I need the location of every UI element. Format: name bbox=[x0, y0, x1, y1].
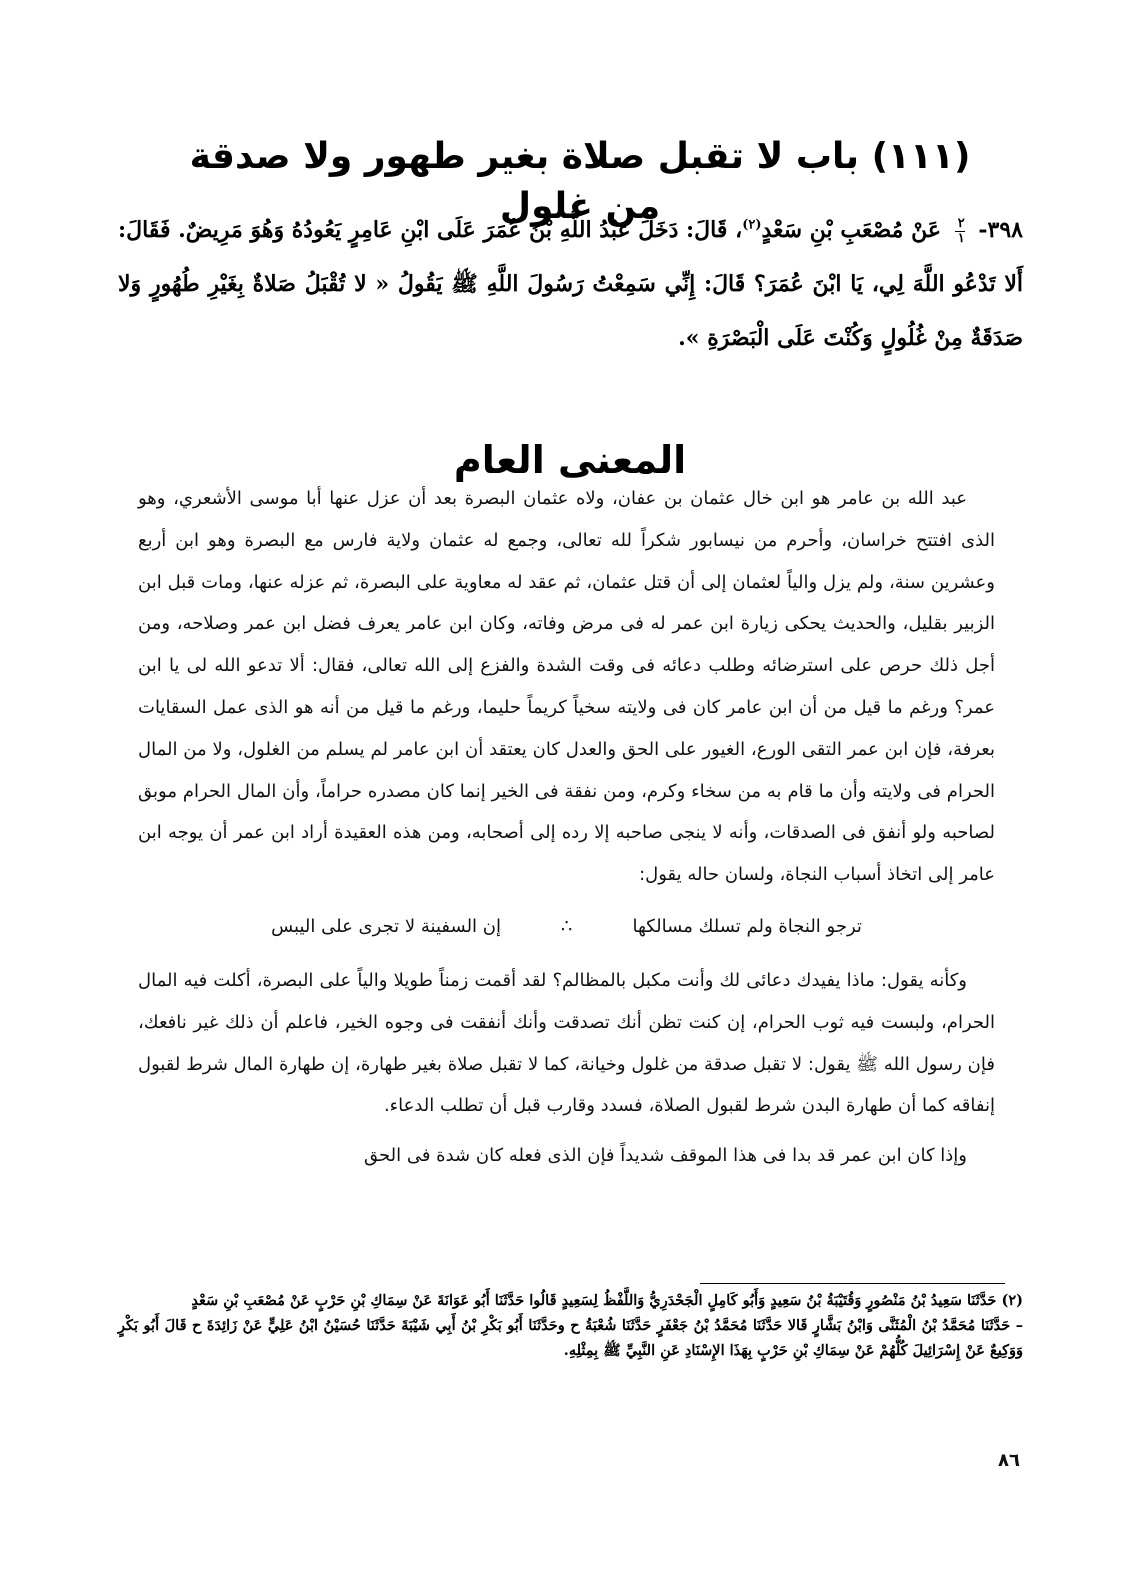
page-number: ٨٦ bbox=[998, 1450, 1020, 1471]
footnote-reference[interactable]: (٢) bbox=[742, 217, 762, 233]
commentary bbox=[138, 478, 995, 1177]
section-title: المعنى العام bbox=[453, 437, 687, 482]
footnote-item bbox=[118, 1288, 1023, 1313]
footnote-line-2: – حَدَّثَنَا مُحَمَّدُ بْنُ الْمُثَنَّى وَابْنُ بَشَّارٍ قَالا حَدَّثَنَا مُحَمَّدُ بْنُ جَعْفَرٍ حَدَّثَنَا شُعْبَةُ ح وحَدَّثَنَا أَبُو بَكْرِ بْنُ أَبِي شَيْبَةَ حَدَّثَنَا حُسَيْنُ ابْنُ عَلِيٍّ عَنْ زَائِدَةَ ح قَالَ أَبُو بَكْرٍ وَوَكِيعٌ عَنْ إِسْرَائِيلَ كُلُّهُمْ عَنْ سِمَاكِ بْنِ حَرْبٍ بِهَذَا الإِسْنَادِ عَنِ النَّبِيِّ ﷺ بِمِثْلِهِ. bbox=[118, 1317, 1023, 1359]
poetry-verse bbox=[138, 906, 995, 948]
commentary-paragraph: عبد الله بن عامر هو ابن خال عثمان بن عفان، ولاه عثمان البصرة بعد أن عزل عنها أبا موسى الأشعري، وهو الذى افتتح خراسان، وأحرم من نيسابور شكراً لله تعالى، وجمع له عثمان ولاية فارس مع البصرة وهو ابن أربع وعشرين سنة، ولم يزل والياً لعثمان إلى أن قتل عثمان، ثم عقد له معاوية على البصرة، ثم عزله عنها، ومات قبل ابن الزبير بقليل، والحديث يحكى زيارة ابن عمر له فى مرض وفاته، وكان ابن عامر يعرف فضل ابن عمر وصلاحه، ومن أجل ذلك حرص على استرضائه وطلب دعائه فى وقت الشدة والفزع إلى الله تعالى، فقال: ألا تدعو الله لى يا ابن عمر؟ ورغم ما قيل من أن ابن عامر كان فى ولايته سخياً كريماً حليما، ورغم ما قيل من أنه هو الذى عمل السقايات بعرفة، فإن ابن عمر التقى الورع، الغيور على الحق والعدل كان يعتقد أن ابن عامر لم يسلم من الغلول، ولا من المال الحرام فى ولايته وأن ما قام به من سخاء وكرم، ومن نفقة فى الخير إنما كان مصدره حراماً، وأن المال الحرام موبق لصاحبه ولو أنفق فى الصدقات، وأنه لا ينجى صاحبه إلا رده إلى أصحابه، ومن هذه العقيدة أراد ابن عمر أن يوجه ابن عامر إلى اتخاذ أسباب النجاة، ولسان حاله يقول: bbox=[138, 488, 995, 886]
fraction-bottom: ١ bbox=[957, 230, 965, 246]
hadith-fraction bbox=[955, 215, 965, 246]
footnote-divider bbox=[700, 1283, 1005, 1284]
verse-separator: ∴ bbox=[561, 915, 573, 937]
verse-hemistich-2: إن السفينة لا تجرى على اليبس bbox=[271, 915, 501, 937]
hadith-text bbox=[118, 203, 1023, 365]
hadith-number: ٣٩٨- bbox=[978, 217, 1023, 243]
paragraph-spacer bbox=[138, 1127, 995, 1135]
footnote-continuation bbox=[118, 1313, 1023, 1363]
verse-hemistich-1: ترجو النجاة ولم تسلك مسالكها bbox=[632, 915, 862, 937]
hadith-text-part-1: عَنْ مُصْعَبِ بْنِ سَعْدٍ bbox=[761, 217, 941, 243]
footnote-marker: (٢) bbox=[1001, 1292, 1023, 1309]
chapter-title: (١١١) باب لا تقبل صلاة بغير طهور ولا صدقة من غلول bbox=[189, 136, 971, 228]
footnote-line-1: حَدَّثَنَا سَعِيدُ بْنُ مَنْصُورٍ وَقُتَيْبَةُ بْنُ سَعِيدٍ وَأَبُو كَامِلٍ الْجَحْدَرِيُّ وَاللَّفْظُ لِسَعِيدٍ قَالُوا حَدَّثَنَا أَبُو عَوَانَةَ عَنْ سِمَاكِ بْنِ حَرْبٍ عَنْ مُصْعَبِ بْنِ سَعْدٍ bbox=[191, 1292, 997, 1309]
fraction-top: ٢ bbox=[957, 215, 965, 231]
commentary-paragraph: وكأنه يقول: ماذا يفيدك دعائى لك وأنت مكبل بالمظالم؟ لقد أقمت زمناً طويلا والياً على البصرة، أكلت فيه المال الحرام، ولبست فيه ثوب الحرام، إن كنت تظن أنك تصدقت وأنك أنفقت فى وجوه الخير، فاعلم أن ذلك غير نافعك، فإن رسول الله ﷺ يقول: لا تقبل صدقة من غلول وخيانة، كما لا تقبل صلاة بغير طهارة، إن طهارة المال شرط لقبول إنفاقه كما أن طهارة البدن شرط لقبول الصلاة، فسدد وقارب قبل أن تطلب الدعاء. bbox=[138, 969, 995, 1117]
hadith-text-part-2: ، قَالَ: دَخَلَ عَبْدُ اللَّهِ بْنُ عُمَرَ عَلَى ابْنِ عَامِرٍ يَعُودُهُ وَهُوَ مَرِيضٌ. فَقَالَ: أَلا تَدْعُو اللَّهَ لِي، يَا ابْنَ عُمَرَ؟ قَالَ: إِنِّي سَمِعْتُ رَسُولَ اللَّهِ ﷺ يَقُولُ « لا تُقْبَلُ صَلاةٌ بِغَيْرِ طُهُورٍ وَلا صَدَقَةٌ مِنْ غُلُولٍ وَكُنْتَ عَلَى الْبَصْرَةِ ». bbox=[118, 217, 1023, 351]
footnotes bbox=[118, 1288, 1023, 1363]
commentary-paragraph: وإذا كان ابن عمر قد بدا فى هذا الموقف شديداً فإن الذى فعله كان شدة فى الحق bbox=[364, 1145, 967, 1167]
